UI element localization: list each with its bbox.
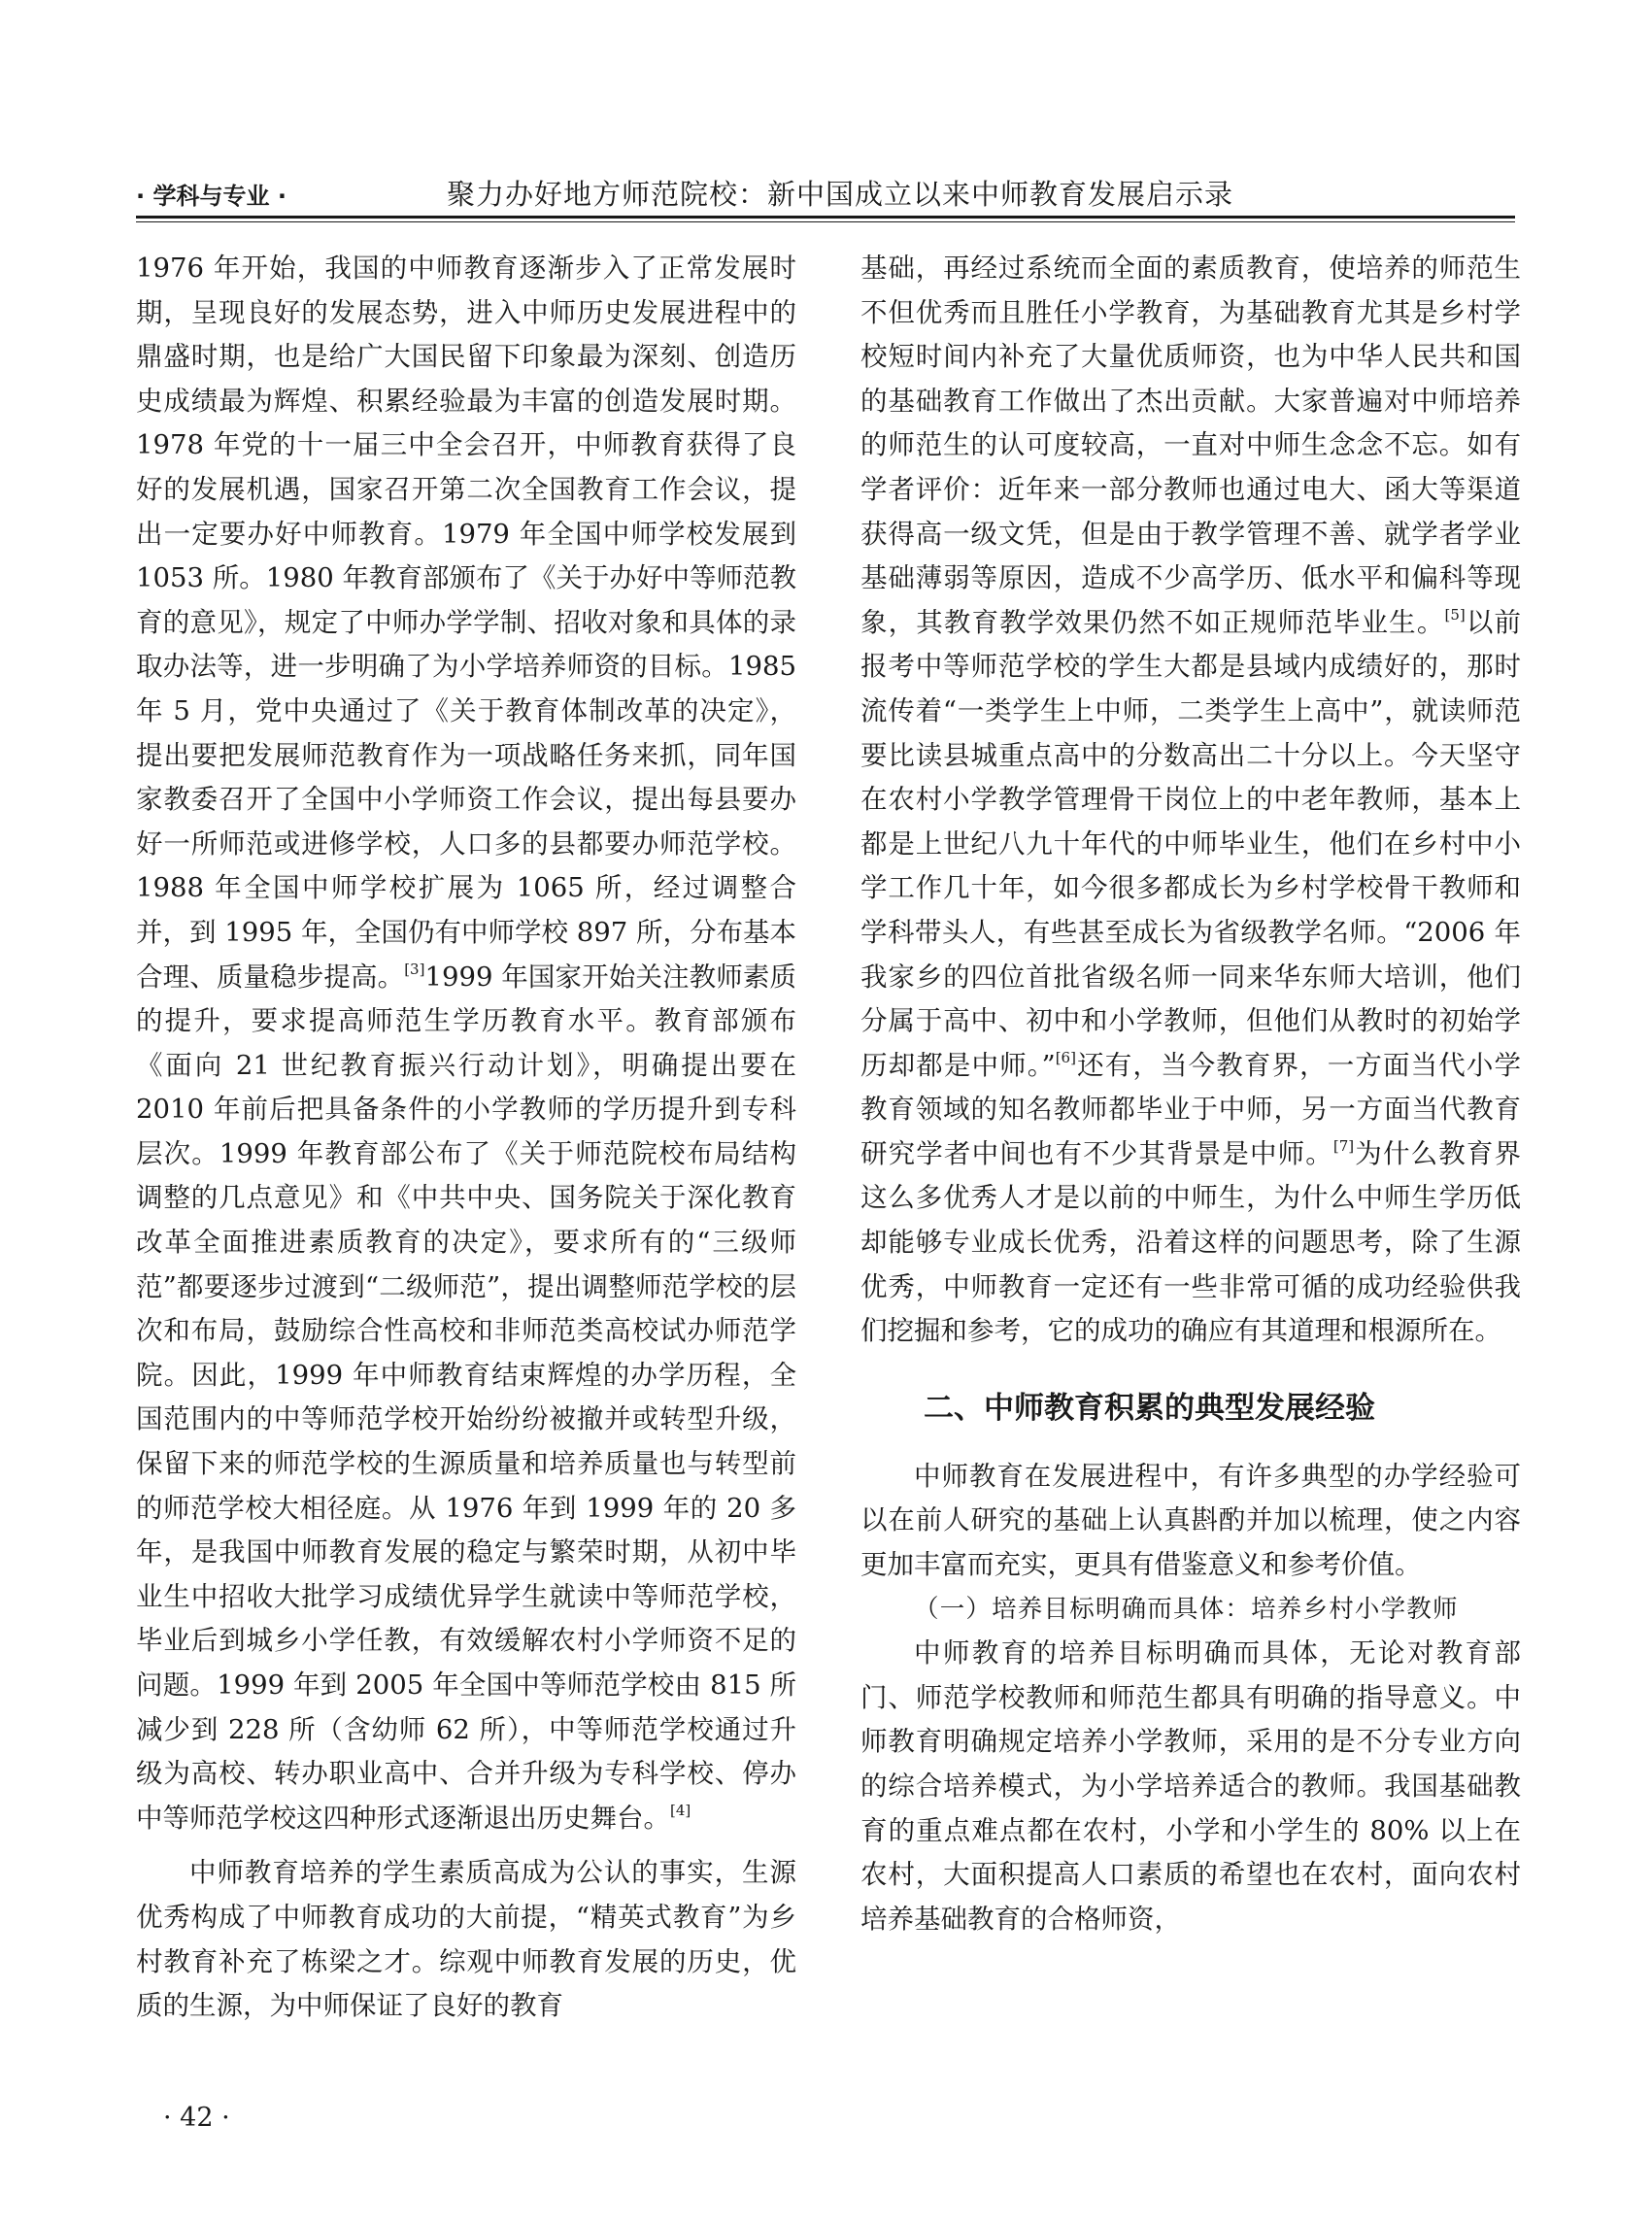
section-label: · 学科与专业 · (136, 183, 287, 210)
text-run: 还有，当今教育界，一方面当代小学教育领域的知名教师都毕业于中师，另一方面当代教育研究学者中间也有不少其背景是中师。 (860, 1049, 1521, 1169)
running-title: 聚力办好地方师范院校：新中国成立以来中师教育发展启示录 (447, 178, 1234, 211)
body-paragraph (860, 247, 1521, 1354)
text-run: 以前报考中等师范学校的学生大都是县域内成绩好的，那时流传着“一类学生上中师，二类学生上高中”，就读师范要比读县城重点高中的分数高出二十分以上。今天坚守在农村小学教学管理骨干岗位上的中老年教师，基本上都是上世纪八九十年代的中师毕业生，他们在乡村中小学工作几十年，如今很多都成长为乡村学校骨干教师和学科带头人，有些甚至成长为省级教学名师。“2006 年我家乡的四位首批省级名师一同来华东师大培训，他们分属于高中、初中和小学教师，但他们从教时的初始学历却都是中师。” (860, 606, 1522, 1081)
header-rule-thick (136, 216, 1515, 219)
body-paragraph: 中师教育培养的学生素质高成为公认的事实，生源优秀构成了中师教育成功的大前提，“精英式教育”为乡村教育补充了栋梁之才。综观中师教育发展的历史，优质的生源，为中师保证了良好的教育 (136, 1857, 796, 2022)
citation-ref: [4] (670, 1801, 691, 1819)
header-rule-thin (136, 221, 1515, 222)
text-run: 1976 年开始，我国的中师教育逐渐步入了正常发展时期，呈现良好的发展态势，进入中师历史发展进程中的鼎盛时期，也是给广大国民留下印象最为深刻、创造历史成绩最为辉煌、积累经验最为丰富的创造发展时期。1978 年党的十一届三中全会召开，中师教育获得了良好的发展机遇，国家召开第二次全国教育工作会议，提出一定要办好中师教育。1979 年全国中师学校发展到 1053 所。1980 年教育部颁布了《关于办好中等师范教育的意见》，规定了中师办学学制、招收对象和具体的录取办法等，进一步明确了为小学培养师资的目标。1985 年 5 月，党中央通过了《关于教育体制改革的决定》，提出要把发展师范教育作为一项战略任务来抓，同年国家教委召开了全国中小学师资工作会议，提出每县要办好一所师范或进修学校，人口多的县都要办师范学校。1988 年全国中师学校扩展为 1065 所，经过调整合并，到 1995 年，全国仍有中师学校 897 所，分布基本合理、质量稳步提高。 (136, 253, 796, 993)
page-number: · 42 · (163, 2103, 230, 2133)
text-run: 为什么教育界这么多优秀人才是以前的中师生，为什么中师生学历低却能够专业成长优秀，沿着这样的问题思考，除了生源优秀，中师教育一定还有一些非常可循的成功经验供我们挖掘和参考，它的成功的确应有其道理和根源所在。 (860, 1137, 1522, 1347)
body-paragraph (136, 247, 796, 1840)
body-paragraph: 中师教育的培养目标明确而具体，无论对教育部门、师范学校教师和师范生都具有明确的指导意义。中师教育明确规定培养小学教师，采用的是不分专业方向的综合培养模式，为小学培养适合的教师。我国基础教育的重点难点都在农村，小学和小学生的 80% 以上在农村，大面积提高人口素质的希望也在农村，面向农村培养基础教育的合格师资， (860, 1637, 1521, 1935)
citation-ref: [5] (1444, 605, 1466, 624)
citation-ref: [3] (404, 960, 425, 978)
section-heading: 二、中师教育积累的典型发展经验 (924, 1390, 1375, 1426)
running-header (136, 173, 1515, 218)
text-run: 1999 年国家开始关注教师素质的提升，要求提高师范生学历教育水平。教育部颁布《面向 21 世纪教育振兴行动计划》，明确提出要在 2010 年前后把具备条件的小学教师的学历提升到专科层次。1999 年教育部公布了《关于师范院校布局结构调整的几点意见》和《中共中央、国务院关于深化教育改革全面推进素质教育的决定》，要求所有的“三级师范”都要逐步过渡到“二级师范”，提出调整师范学校的层次和布局，鼓励综合性高校和非师范类高校试办师范学院。因此，1999 年中师教育结束辉煌的办学历程，全国范围内的中等师范学校开始纷纷被撤并或转型升级，保留下来的师范学校的生源质量和培养质量也与转型前的师范学校大相径庭。从 1976 年到 1999 年的 20 多年，是我国中师教育发展的稳定与繁荣时期，从初中毕业生中招收大批学习成绩优异学生就读中等师范学校，毕业后到城乡小学任教，有效缓解农村小学师资不足的问题。1999 年到 2005 年全国中等师范学校由 815 所减少到 228 所（含幼师 62 所），中等师范学校通过升级为高校、转办职业高中、合并升级为专科学校、停办中等师范学校这四种形式逐渐退出历史舞台。 (136, 961, 796, 1834)
text-run: 基础，再经过系统而全面的素质教育，使培养的师范生不但优秀而且胜任小学教育，为基础教育尤其是乡村学校短时间内补充了大量优质师资，也为中华人民共和国的基础教育工作做出了杰出贡献。大家普遍对中师培养的师范生的认可度较高，一直对中师生念念不忘。如有学者评价：近年来一部分教师也通过电大、函大等渠道获得高一级文凭，但是由于教学管理不善、就学者学业基础薄弱等原因，造成不少高学历、低水平和偏科等现象，其教育教学效果仍然不如正规师范毕业生。 (860, 253, 1521, 638)
citation-ref: [6] (1055, 1048, 1076, 1066)
citation-ref: [7] (1332, 1136, 1355, 1155)
left-column (136, 247, 796, 2029)
body-paragraph: 中师教育在发展进程中，有许多典型的办学经验可以在前人研究的基础上认真斟酌并加以梳理，使之内容更加丰富而充实，更具有借鉴意义和参考价值。 (860, 1460, 1521, 1581)
subsection-heading: （一）培养目标明确而具体：培养乡村小学教师 (914, 1594, 1459, 1624)
right-column (860, 247, 1521, 1941)
